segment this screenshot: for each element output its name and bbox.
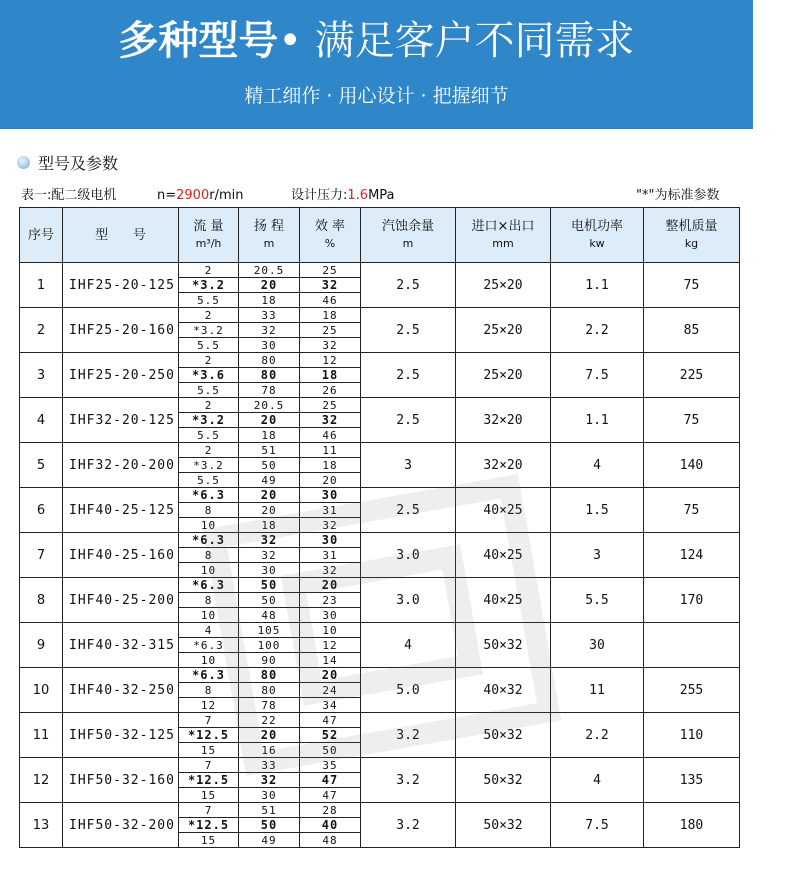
cell-eff: 40 (300, 818, 361, 833)
cell-head: 100 (239, 638, 300, 653)
cell-flow: 10 (179, 518, 239, 533)
cell-head: 20 (239, 503, 300, 518)
cell-flow: 10 (179, 608, 239, 623)
col-motor-power (551, 208, 644, 263)
row-power: 7.5 (551, 803, 644, 848)
power-unit: kw (589, 237, 605, 250)
cell-eff: 12 (300, 638, 361, 653)
cell-flow: 7 (179, 713, 239, 728)
pressure-unit: MPa (368, 188, 395, 203)
cell-head: 80 (239, 683, 300, 698)
row-index: 8 (20, 578, 63, 623)
cell-flow: 10 (179, 563, 239, 578)
row-mass: 75 (644, 398, 740, 443)
cell-head: 18 (239, 428, 300, 443)
banner-title-rest: • 满足客户不同需求 (278, 18, 635, 64)
row-npsh: 3.2 (361, 803, 456, 848)
cell-head: 51 (239, 803, 300, 818)
cell-flow: 2 (179, 308, 239, 323)
cell-head: 50 (239, 593, 300, 608)
speed-unit: r/min (209, 188, 244, 203)
cell-eff: 30 (300, 608, 361, 623)
table-label: 表一 (21, 188, 48, 203)
cell-eff: 10 (300, 623, 361, 638)
row-power: 30 (551, 623, 644, 668)
table-row (20, 263, 740, 278)
cell-flow: 8 (179, 683, 239, 698)
row-index: 7 (20, 533, 63, 578)
row-index: 5 (20, 443, 63, 488)
cell-head: 18 (239, 518, 300, 533)
row-model: IHF40-32-250 (63, 668, 179, 713)
cell-eff: 50 (300, 743, 361, 758)
cell-head: 22 (239, 713, 300, 728)
cell-eff: 26 (300, 383, 361, 398)
cell-flow: *3.2 (179, 278, 239, 293)
row-io: 32×20 (456, 398, 551, 443)
cell-flow: 12 (179, 698, 239, 713)
table-row (20, 353, 740, 368)
cell-flow: 5.5 (179, 293, 239, 308)
cell-eff: 47 (300, 788, 361, 803)
row-mass: 225 (644, 353, 740, 398)
cell-eff: 24 (300, 683, 361, 698)
row-index: 10 (20, 668, 63, 713)
cell-eff: 31 (300, 503, 361, 518)
row-io: 40×25 (456, 488, 551, 533)
cell-eff: 20 (300, 473, 361, 488)
row-power: 5.5 (551, 578, 644, 623)
row-power: 7.5 (551, 353, 644, 398)
table-row (20, 803, 740, 818)
row-npsh: 2.5 (361, 353, 456, 398)
cell-flow: *6.3 (179, 578, 239, 593)
col-npsh (361, 208, 456, 263)
cell-head: 49 (239, 473, 300, 488)
row-index: 6 (20, 488, 63, 533)
cell-eff: 48 (300, 833, 361, 848)
cell-head: 20.5 (239, 263, 300, 278)
cell-flow: *12.5 (179, 773, 239, 788)
cell-eff: 32 (300, 413, 361, 428)
col-head (239, 208, 300, 263)
table-row (20, 758, 740, 773)
cell-eff: 32 (300, 563, 361, 578)
pressure-label: 设计压力: (291, 188, 348, 203)
row-model: IHF32-20-200 (63, 443, 179, 488)
row-model: IHF25-20-250 (63, 353, 179, 398)
cell-head: 78 (239, 698, 300, 713)
row-io: 25×20 (456, 263, 551, 308)
cell-eff: 47 (300, 713, 361, 728)
cell-flow: *6.3 (179, 638, 239, 653)
cell-eff: 25 (300, 323, 361, 338)
motor-type: :配二级电机 (47, 188, 117, 203)
table-row (20, 443, 740, 458)
row-index: 11 (20, 713, 63, 758)
col-inlet-outlet (456, 208, 551, 263)
pressure-spec (291, 186, 395, 206)
cell-head: 33 (239, 308, 300, 323)
row-model: IHF25-20-125 (63, 263, 179, 308)
table-row (20, 308, 740, 323)
cell-flow: 5.5 (179, 473, 239, 488)
cell-flow: 5.5 (179, 383, 239, 398)
row-npsh: 2.5 (361, 263, 456, 308)
standard-note: "*"为标准参数 (636, 188, 720, 203)
row-npsh: 5.0 (361, 668, 456, 713)
cell-flow: 15 (179, 743, 239, 758)
npsh-label: 汽蚀余量 (381, 219, 434, 234)
cell-flow: 7 (179, 803, 239, 818)
cell-eff: 30 (300, 533, 361, 548)
cell-eff: 46 (300, 293, 361, 308)
row-npsh: 4 (361, 623, 456, 668)
cell-flow: *6.3 (179, 488, 239, 503)
cell-flow: 8 (179, 593, 239, 608)
row-mass: 110 (644, 713, 740, 758)
cell-eff: 18 (300, 368, 361, 383)
cell-flow: 5.5 (179, 428, 239, 443)
row-model: IHF50-32-200 (63, 803, 179, 848)
pressure-value: 1.6 (347, 188, 369, 203)
cell-head: 33 (239, 758, 300, 773)
power-label: 电机功率 (570, 219, 623, 234)
bullet-circle-icon (17, 156, 30, 169)
cell-head: 20.5 (239, 398, 300, 413)
cell-head: 20 (239, 278, 300, 293)
row-mass (644, 623, 740, 668)
row-io: 50×32 (456, 713, 551, 758)
cell-head: 18 (239, 293, 300, 308)
cell-flow: 7 (179, 758, 239, 773)
row-io: 50×32 (456, 758, 551, 803)
row-npsh: 2.5 (361, 398, 456, 443)
row-npsh: 3 (361, 443, 456, 488)
row-model: IHF40-25-160 (63, 533, 179, 578)
cell-head: 32 (239, 533, 300, 548)
row-npsh: 2.5 (361, 488, 456, 533)
row-model: IHF32-20-125 (63, 398, 179, 443)
cell-flow: *3.2 (179, 323, 239, 338)
row-model: IHF25-20-160 (63, 308, 179, 353)
flow-unit: m³/h (195, 237, 222, 250)
cell-eff: 31 (300, 548, 361, 563)
row-index: 4 (20, 398, 63, 443)
cell-head: 80 (239, 368, 300, 383)
row-index: 1 (20, 263, 63, 308)
cell-head: 16 (239, 743, 300, 758)
row-power: 1.5 (551, 488, 644, 533)
row-io: 40×25 (456, 533, 551, 578)
row-mass: 75 (644, 263, 740, 308)
cell-flow: 5.5 (179, 338, 239, 353)
cell-head: 78 (239, 383, 300, 398)
row-mass: 75 (644, 488, 740, 533)
banner-title-bold: 多种型号 (118, 18, 279, 64)
speed-value: 2900 (176, 188, 210, 203)
cell-eff: 32 (300, 278, 361, 293)
spec-table (19, 207, 740, 848)
cell-head: 50 (239, 578, 300, 593)
table-header-row (20, 208, 740, 263)
cell-eff: 47 (300, 773, 361, 788)
row-mass: 180 (644, 803, 740, 848)
row-npsh: 3.2 (361, 713, 456, 758)
row-io: 25×20 (456, 353, 551, 398)
table-row (20, 398, 740, 413)
table-caption (21, 186, 116, 206)
row-power: 1.1 (551, 398, 644, 443)
cell-head: 32 (239, 323, 300, 338)
cell-head: 51 (239, 443, 300, 458)
io-label: 进口×出口 (471, 219, 535, 234)
head-label: 扬 程 (253, 219, 285, 234)
row-npsh: 2.5 (361, 308, 456, 353)
cell-flow: 2 (179, 398, 239, 413)
cell-flow: 8 (179, 548, 239, 563)
row-model: IHF50-32-160 (63, 758, 179, 803)
cell-eff: 12 (300, 353, 361, 368)
cell-head: 20 (239, 728, 300, 743)
cell-eff: 14 (300, 653, 361, 668)
row-npsh: 3.0 (361, 533, 456, 578)
row-mass: 170 (644, 578, 740, 623)
col-efficiency (300, 208, 361, 263)
cell-flow: *3.6 (179, 368, 239, 383)
speed-prefix: n= (157, 188, 177, 203)
table-row (20, 623, 740, 638)
cell-eff: 34 (300, 698, 361, 713)
table-row (20, 713, 740, 728)
row-mass: 85 (644, 308, 740, 353)
row-io: 40×32 (456, 668, 551, 713)
cell-head: 90 (239, 653, 300, 668)
cell-flow: 2 (179, 353, 239, 368)
row-io: 40×25 (456, 578, 551, 623)
io-unit: mm (492, 237, 514, 250)
row-index: 3 (20, 353, 63, 398)
eff-unit: % (324, 237, 336, 250)
head-unit: m (263, 237, 275, 250)
row-io: 25×20 (456, 308, 551, 353)
mass-label: 整机质量 (665, 219, 718, 234)
row-mass: 140 (644, 443, 740, 488)
row-power: 1.1 (551, 263, 644, 308)
banner-title (0, 13, 753, 69)
row-power: 4 (551, 758, 644, 803)
cell-head: 49 (239, 833, 300, 848)
cell-head: 32 (239, 773, 300, 788)
cell-eff: 25 (300, 263, 361, 278)
cell-head: 105 (239, 623, 300, 638)
cell-eff: 18 (300, 458, 361, 473)
cell-head: 50 (239, 458, 300, 473)
cell-head: 50 (239, 818, 300, 833)
row-power: 4 (551, 443, 644, 488)
row-index: 2 (20, 308, 63, 353)
cell-eff: 20 (300, 668, 361, 683)
cell-head: 20 (239, 413, 300, 428)
cell-eff: 11 (300, 443, 361, 458)
col-flow (179, 208, 239, 263)
cell-flow: *6.3 (179, 668, 239, 683)
cell-eff: 32 (300, 338, 361, 353)
table-row (20, 578, 740, 593)
row-power: 2.2 (551, 308, 644, 353)
cell-head: 80 (239, 668, 300, 683)
cell-flow: *3.2 (179, 413, 239, 428)
flow-label: 流 量 (193, 219, 224, 234)
cell-head: 20 (239, 488, 300, 503)
banner-subtitle: 精工细作 · 用心设计 · 把握细节 (244, 85, 509, 107)
row-model: IHF40-32-315 (63, 623, 179, 668)
row-npsh: 3.0 (361, 578, 456, 623)
cell-flow: 4 (179, 623, 239, 638)
cell-flow: 2 (179, 263, 239, 278)
col-index: 序号 (20, 208, 63, 263)
section-heading (17, 149, 118, 175)
cell-flow: 10 (179, 653, 239, 668)
row-power: 3 (551, 533, 644, 578)
row-index: 12 (20, 758, 63, 803)
cell-flow: 2 (179, 443, 239, 458)
row-mass: 135 (644, 758, 740, 803)
cell-head: 30 (239, 788, 300, 803)
row-mass: 124 (644, 533, 740, 578)
row-io: 32×20 (456, 443, 551, 488)
header-banner (0, 0, 753, 129)
cell-head: 48 (239, 608, 300, 623)
cell-eff: 30 (300, 488, 361, 503)
row-npsh: 3.2 (361, 758, 456, 803)
row-model: IHF50-32-125 (63, 713, 179, 758)
cell-flow: 15 (179, 788, 239, 803)
cell-eff: 46 (300, 428, 361, 443)
row-io: 50×32 (456, 623, 551, 668)
row-model: IHF40-25-125 (63, 488, 179, 533)
cell-flow: *3.2 (179, 458, 239, 473)
cell-flow: *6.3 (179, 533, 239, 548)
col-mass (644, 208, 740, 263)
row-model: IHF40-25-200 (63, 578, 179, 623)
cell-head: 30 (239, 338, 300, 353)
cell-eff: 23 (300, 593, 361, 608)
row-index: 13 (20, 803, 63, 848)
npsh-unit: m (402, 237, 414, 250)
cell-eff: 25 (300, 398, 361, 413)
cell-eff: 20 (300, 578, 361, 593)
cell-head: 32 (239, 548, 300, 563)
cell-flow: 15 (179, 833, 239, 848)
table-row (20, 668, 740, 683)
cell-eff: 35 (300, 758, 361, 773)
row-index: 9 (20, 623, 63, 668)
cell-head: 30 (239, 563, 300, 578)
cell-flow: *12.5 (179, 728, 239, 743)
cell-eff: 18 (300, 308, 361, 323)
section-title: 型号及参数 (38, 153, 119, 173)
cell-flow: 8 (179, 503, 239, 518)
eff-label: 效 率 (314, 219, 346, 234)
cell-eff: 32 (300, 518, 361, 533)
row-mass: 255 (644, 668, 740, 713)
row-power: 11 (551, 668, 644, 713)
row-power: 2.2 (551, 713, 644, 758)
table-row (20, 488, 740, 503)
row-io: 50×32 (456, 803, 551, 848)
cell-eff: 52 (300, 728, 361, 743)
cell-flow: *12.5 (179, 818, 239, 833)
cell-eff: 28 (300, 803, 361, 818)
mass-unit: kg (684, 237, 699, 250)
cell-head: 80 (239, 353, 300, 368)
speed-spec (157, 186, 243, 206)
col-model: 型 号 (63, 208, 179, 263)
table-row (20, 533, 740, 548)
